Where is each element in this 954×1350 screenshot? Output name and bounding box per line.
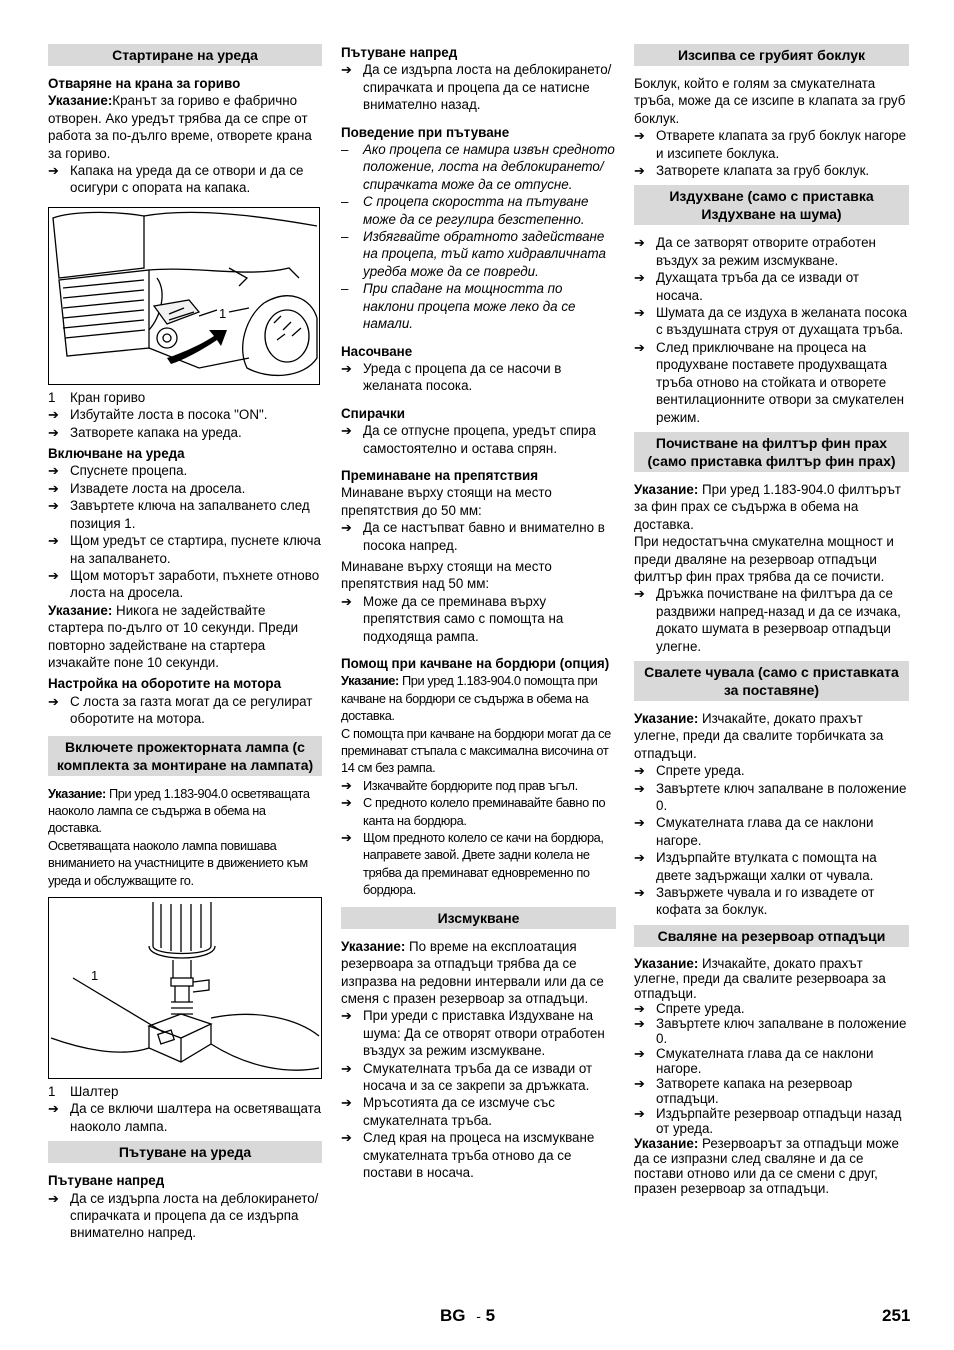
step: ➔ Завържете чувала и го извадете от кофата за боклук. (634, 884, 909, 919)
note-text: Резервоарът за отпадъци може да се изпразни след сваляне и да се постави отново или да се смени с друг, празен резервоар за отпадъци. (634, 1135, 899, 1196)
note-label: Указание: (48, 602, 113, 618)
subheading-steer: Насочване (341, 343, 413, 359)
step: ➔ Да се отпусне процепа, уредът спира самостоятелно и остава спрян. (341, 422, 616, 457)
note-text: Изчакайте, докато прахът улегне, преди да свалите резервоара за отпадъци. (634, 955, 886, 1001)
note-label: Указание: (634, 481, 699, 497)
note-text: По време на експлоатация резервоара за отпадъци трябва да се изпразва на редовни интервали или да се сменя с празен резервоар за отпадъци. (341, 938, 604, 1006)
section-heading-filter: Почистване на филтър фин прах (само приставка филтър фин прах) (634, 432, 909, 472)
fig2-callout: 1 (91, 968, 99, 983)
paragraph: Минаване върху стоящи на место препятствия над 50 мм: (341, 558, 552, 592)
note-text: При уред 1.183-904.0 осветяващата наоколо лампа се съдържа в обема на доставка. (48, 785, 310, 836)
step: ➔ Смукателната тръба да се извади от носача и за се закрепи за дръжката. (341, 1060, 616, 1095)
paragraph-curb: С помощта при качване на бордюри могат да се преминават стъпала с максимална височина от 14 см без рампа. (341, 725, 611, 776)
step: ➔ С предното колело преминавайте бавно по канта на бордюра. (341, 794, 616, 829)
subheading-brakes: Спирачки (341, 405, 405, 421)
subheading-obstacles: Преминаване на препятствия (341, 467, 539, 483)
section-heading-blow: Издухване (само с приставка Издухване на шума) (634, 185, 909, 225)
step: ➔ Спрете уреда. (634, 762, 909, 779)
step: ➔ Да се издърпа лоста на деблокирането/спирачката и процепа да се издърпа внимателно напред. (48, 1190, 322, 1242)
dash-item: – Ако процепа се намира извън средното положение, лоста на деблокирането/спирачката може да се отпусне. (341, 141, 616, 193)
step: ➔ След приключване на процеса на продухване поставете продухващата тръба отново на стойката и отворете вентилационните отвори за смукателен режим. (634, 339, 909, 426)
caption-switch (48, 1083, 322, 1100)
step: ➔ Капака на уреда да се отвори и да се осигури с опората на капака. (48, 162, 322, 197)
figure-lamp-switch (48, 897, 322, 1079)
section-heading-suction: Изсмукване (341, 907, 616, 929)
paragraph: Боклук, който е голям за смукателната тръба, може да се изсипе в клапата за груб боклук. (634, 76, 906, 126)
note-tank (634, 956, 909, 1001)
section-heading-lamp: Включете прожекторната лампа (с комплекта за монтиране на лампата) (48, 736, 322, 776)
step: ➔ Затворете капака на резервоар отпадъци. (634, 1076, 909, 1106)
step: ➔ Да се издърпа лоста на деблокирането/спирачката и процепа да се натисне внимателно назад. (341, 61, 616, 113)
section-heading-drive: Пътуване на уреда (48, 1141, 322, 1163)
column-left (48, 44, 322, 1242)
note-starter (48, 602, 322, 672)
step: ➔ Изкачвайте бордюрите под прав ъгъл. (341, 777, 616, 794)
subheading-on: Включване на уреда (48, 446, 185, 462)
note-label: Указание: (48, 785, 106, 801)
step: ➔ Издърпайте втулката с помощта на двете задържащи халки от чувала. (634, 849, 909, 884)
step: ➔ Мръсотията да се изсмуче със смукателната тръба. (341, 1094, 616, 1129)
step: ➔ Спрете уреда. (634, 1001, 909, 1016)
step: ➔ Отварете клапата за груб боклук нагоре и изсипете боклука. (634, 127, 909, 162)
page-number: 251 (882, 1306, 911, 1325)
note-text: При уред 1.183-904.0 помощта при качване на бордюри се съдържа в обема на доставка. (341, 673, 598, 724)
subheading-forward: Пътуване напред (48, 1173, 165, 1189)
step: ➔ Да се затворят отворите отработен въздух за режим изсмукване. (634, 234, 909, 269)
section-heading-tank: Сваляне на резервоар отпадъци (634, 925, 909, 947)
step: ➔ Извадете лоста на дросела. (48, 480, 322, 497)
language-code: BG (440, 1306, 466, 1325)
step: ➔ Може да се преминава върху препятствия само с помощта на подходяща рампа. (341, 593, 616, 645)
step: ➔ Уреда с процепа да се насочи в желаната посока. (341, 360, 616, 395)
step: ➔ Завъртете ключа на запалването след позиция 1. (48, 497, 322, 532)
step: ➔ Шумата да се издуха в желаната посока с въздушната струя от духащата тръба. (634, 304, 909, 339)
subheading-fuel: Отваряне на крана за гориво (48, 76, 241, 91)
step: ➔ Смукателната глава да се наклони нагоре. (634, 1046, 909, 1076)
note-curb (341, 672, 616, 724)
tank-block (634, 956, 909, 1196)
paragraph: Минаване върху стоящи на место препятствия до 50 мм: (341, 485, 552, 518)
step: ➔ Избутайте лоста в посока "ON". (48, 406, 322, 423)
local-page-number: 5 (485, 1306, 496, 1325)
caption-fuel (48, 389, 322, 406)
column-middle (341, 44, 616, 1181)
note-label: Указание: (634, 1135, 699, 1151)
note-label: Указание: (634, 710, 699, 726)
step: ➔ Затворете клапата за груб боклук. (634, 162, 909, 179)
figure-fuel-tap (48, 207, 320, 385)
caption-text: Кран гориво (70, 389, 146, 405)
subheading-curb: Помощ при качване на бордюри (опция) (341, 656, 610, 671)
footer-language (440, 1306, 495, 1326)
step: ➔ Да се настъпват бавно и внимателно в посока напред. (341, 519, 616, 554)
step: ➔ Дръжка почистване на филтъра да се раздвижи напред-назад и да се изчака, докато шумата в резервоар отпадъци улегне. (634, 585, 909, 655)
note-label: Указание: (634, 955, 699, 971)
note-tank-2 (634, 1136, 909, 1196)
step: ➔ При уреди с приставка Издухване на шума: Да се отворят отвори отработен въздух за режим изсмукване. (341, 1007, 616, 1059)
step: ➔ С лоста за газта могат да се регулират оборотите на мотора. (48, 693, 322, 728)
column-right (634, 44, 909, 1196)
paragraph-lamp: Осветяващата наоколо лампа повишава вниманието на участниците в движението към уреда и обслужващите го. (48, 837, 308, 888)
section-heading-start: Стартиране на уреда (48, 44, 322, 66)
section-heading-bags: Свалете чувала (само с приставката за поставяне) (634, 661, 909, 701)
footer-dash: - (476, 1308, 481, 1324)
note-filter (634, 481, 909, 533)
step: ➔ Духащата тръба да се извади от носача. (634, 269, 909, 304)
dash-item: – С процепа скоростта на пътуване може да се регулира безстепенно. (341, 193, 616, 228)
step: ➔ Щом моторът заработи, пъхнете отново лоста на дросела. (48, 567, 322, 602)
subheading-rpm: Настройка на оборотите на мотора (48, 676, 282, 692)
caption-text: Шалтер (70, 1084, 119, 1099)
step: ➔ Завъртете ключ запалване в положение 0. (634, 1016, 909, 1046)
step: ➔ Затворете капака на уреда. (48, 424, 322, 441)
note-label: Указание: (341, 673, 399, 689)
note-text: Никога не задействайте стартера по-дълго от 10 секунди. Преди повторно задействане на стартера изчакайте поне 10 секунди. (48, 602, 299, 670)
subheading-forward2: Пътуване напред (341, 45, 458, 60)
step: ➔ Смукателната глава да се наклони нагоре. (634, 814, 909, 849)
step: ➔ Завъртете ключ запалване в положение 0. (634, 780, 909, 815)
note-text: При уред 1.183-904.0 филтърът за фин прах се съдържа в обема на доставка. (634, 481, 901, 532)
note-text: Кранът за гориво е фабрично отворен. Ако уредът трябва да се спре от работа за по-дълго време, отворете крана за гориво. (48, 93, 312, 161)
subheading-behaviour: Поведение при пътуване (341, 124, 510, 140)
step: ➔ Спуснете процепа. (48, 462, 322, 479)
note-label: Указание: (48, 93, 113, 109)
dash-item: – Избягвайте обратното задействане на процепа, тъй като хидравличната уредба може да се повреди. (341, 228, 616, 280)
step: ➔ Щом уредът се стартира, пуснете ключа на запалването. (48, 532, 322, 567)
note-text: Изчакайте, докато прахът улегне, преди да свалите торбичката за отпадъци. (634, 710, 884, 761)
dash-item: – При спадане на мощността по наклони процепа може леко да се намали. (341, 280, 616, 332)
note-suction (341, 938, 616, 1008)
note-label: Указание: (341, 938, 406, 954)
step: ➔ Да се включи шалтера на осветяващата наоколо лампа. (48, 1100, 322, 1135)
fuel-tap-illustration (49, 208, 319, 384)
note-fuel (48, 92, 322, 162)
step: ➔ Издърпайте резервоар отпадъци назад от уреда. (634, 1106, 909, 1136)
section-heading-coarse: Изсипва се грубият боклук (634, 44, 909, 66)
step: ➔ Щом предното колело се качи на бордюра, направете завой. Двете задни колела не трябва да преминават едновременно по бордюра. (341, 829, 616, 899)
note-lamp (48, 785, 322, 837)
step: ➔ След края на процеса на изсмукване смукателната тръба отново да се постави в носача. (341, 1129, 616, 1181)
fig1-callout: 1 (219, 305, 227, 321)
caption-number: 1 (48, 389, 56, 405)
paragraph: При недостатъчна смукателна мощност и преди дваляне на резервоар отпадъци филтър фин прах трябва да се почисти. (634, 534, 894, 584)
note-bags (634, 710, 909, 762)
caption-number: 1 (48, 1084, 56, 1099)
lamp-switch-illustration (49, 898, 321, 1078)
